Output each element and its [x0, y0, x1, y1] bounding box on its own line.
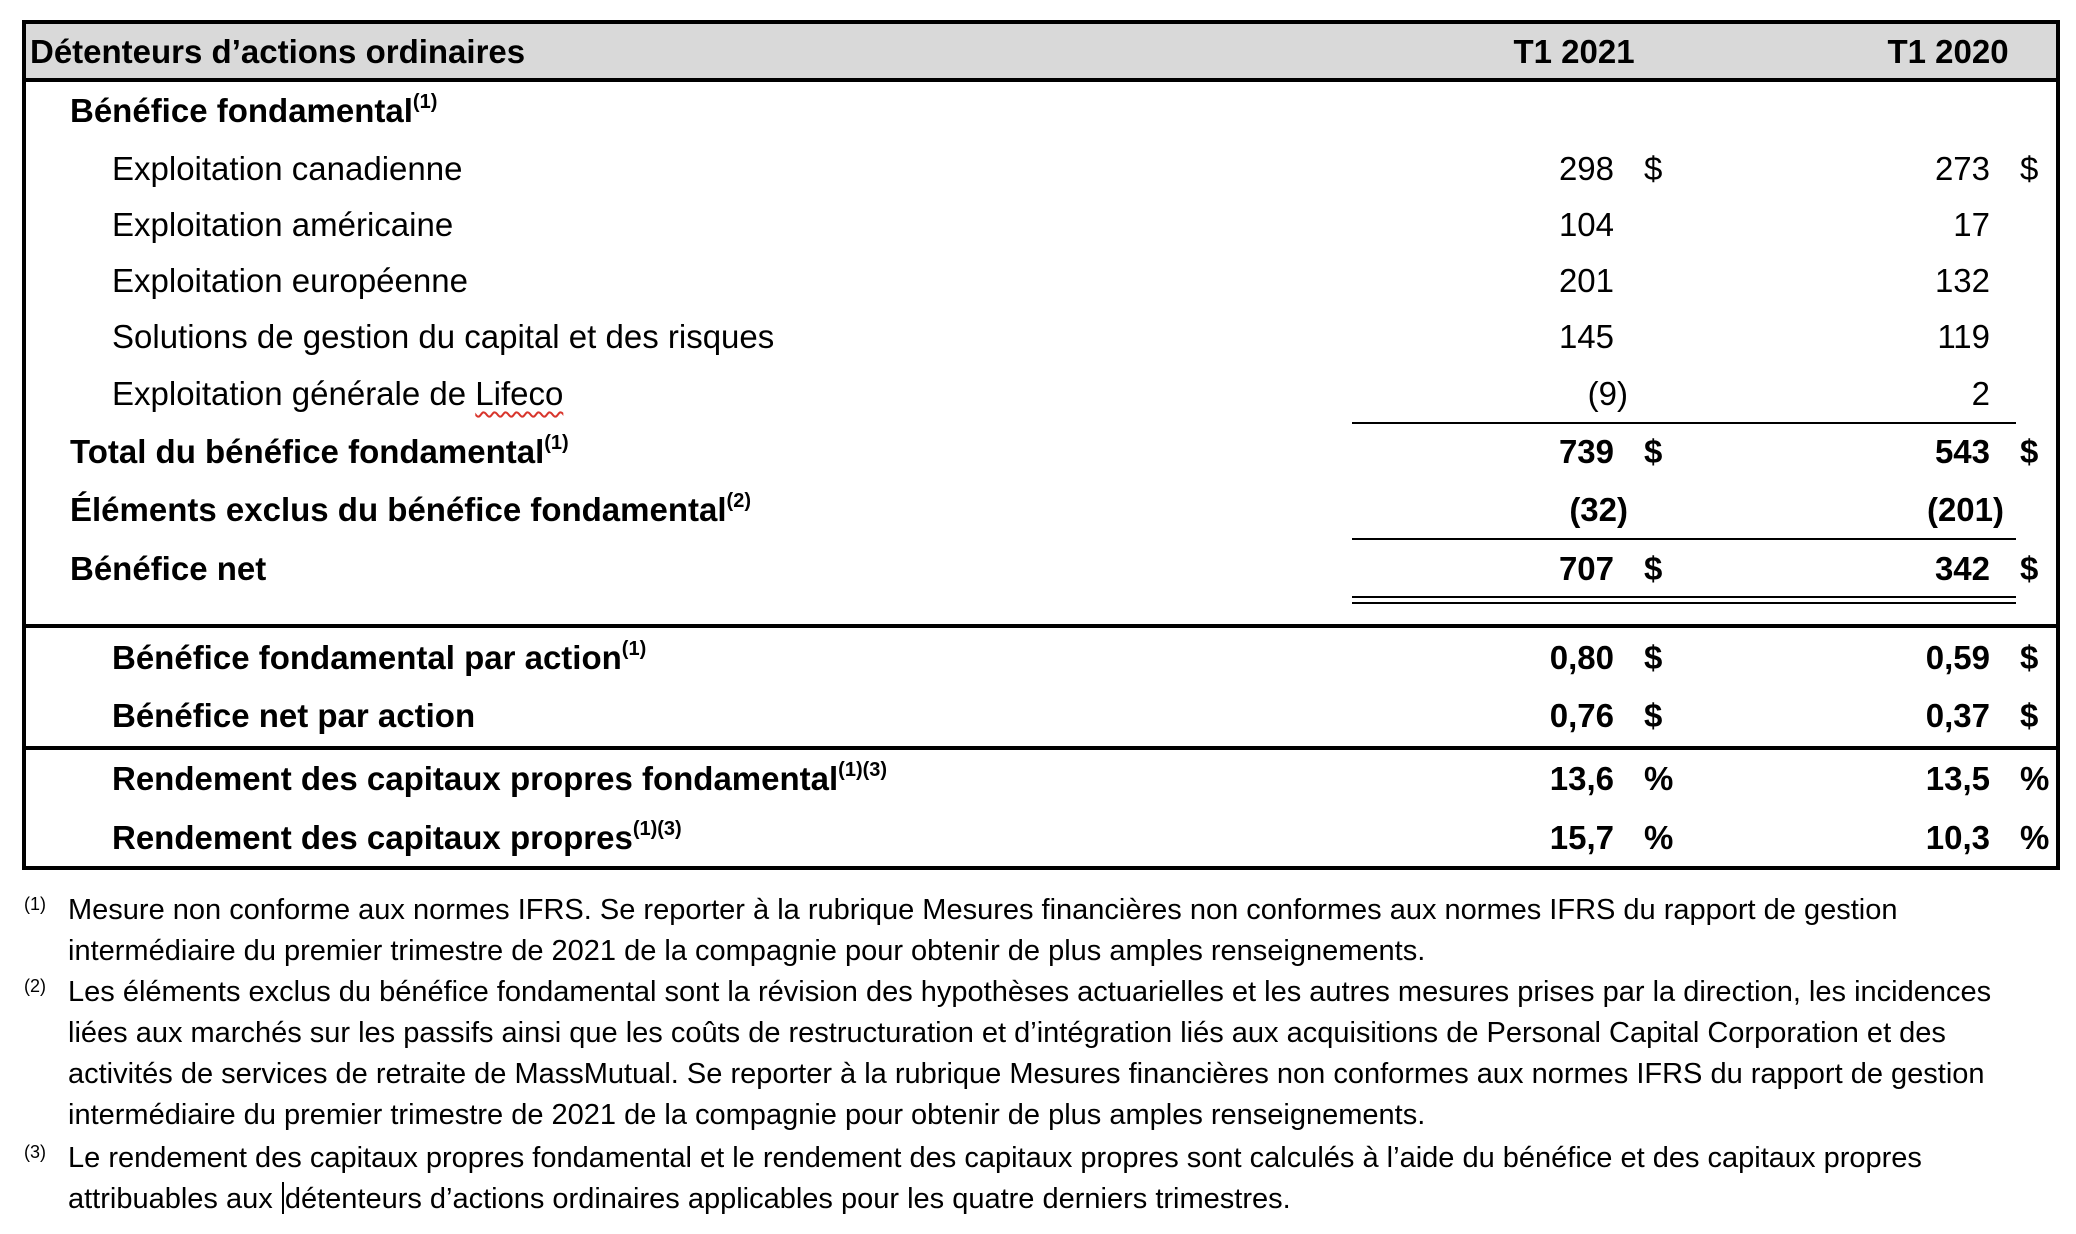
- section-divider: [24, 624, 2056, 628]
- row-label-us: Exploitation américaine: [112, 206, 454, 243]
- footnote-line: activités de services de retraite de MassMutual. Se reporter à la rubrique Mesures financières non conformes aux normes IFRS du rapport de gestion: [68, 1058, 1985, 1090]
- unit-t1-2021-net: $: [1644, 550, 1663, 587]
- row-label-corporate-prefix: Exploitation générale de: [112, 375, 476, 412]
- footnote-line-part: attribuables aux: [68, 1183, 281, 1215]
- header-divider: [24, 78, 2056, 82]
- value-t1-2021-excluded: (32): [1569, 491, 1628, 528]
- value-t1-2021-net-eps: 0,76: [1549, 697, 1614, 734]
- footnote-ref: (1): [412, 91, 438, 113]
- row-label-canada: Exploitation canadienne: [112, 150, 463, 187]
- core-earnings-heading-label: Bénéfice fondamental: [70, 92, 413, 129]
- footnote-2-text: [68, 972, 2064, 1136]
- value-t1-2021-total-core: 739: [1558, 433, 1614, 470]
- unit-t1-2021-core-roe: %: [1644, 760, 1674, 797]
- row-label-total-core-text: Total du bénéfice fondamental: [70, 433, 545, 470]
- footnote-line: intermédiaire du premier trimestre de 2021 de la compagnie pour obtenir de plus amples renseignements.: [68, 1099, 1426, 1131]
- footnote-ref: (1): [621, 638, 647, 660]
- unit-t1-2020-net-eps: $: [2020, 697, 2039, 734]
- footnote-3-text: [68, 1138, 2064, 1220]
- row-label-core-roe-text: Rendement des capitaux propres fondamental: [112, 760, 839, 797]
- spellcheck-word[interactable]: Lifeco: [475, 375, 564, 412]
- row-label-capital-risk: Solutions de gestion du capital et des risques: [112, 318, 775, 355]
- footnote-line: intermédiaire du premier trimestre de 2021 de la compagnie pour obtenir de plus amples renseignements.: [68, 935, 1426, 967]
- footnote-line-part: détenteurs d’actions ordinaires applicables pour les quatre derniers trimestres.: [284, 1183, 1291, 1215]
- text-cursor: [282, 1182, 284, 1214]
- value-t1-2020-total-core: 543: [1934, 433, 1990, 470]
- value-t1-2020-us: 17: [1953, 206, 1990, 243]
- row-label-core-eps-text: Bénéfice fondamental par action: [112, 639, 622, 676]
- row-label-core-roe: [112, 759, 887, 799]
- value-t1-2021-canada: 298: [1558, 150, 1614, 187]
- unit-t1-2020-roe: %: [2020, 819, 2050, 856]
- row-label-excluded-text: Éléments exclus du bénéfice fondamental: [70, 491, 727, 528]
- net-rule: [1352, 538, 2016, 540]
- row-label-core-eps: [112, 638, 646, 678]
- footnote-mark: (1): [24, 894, 46, 914]
- footnote-ref: (1)(3): [632, 818, 682, 840]
- section-divider: [24, 746, 2056, 750]
- footnote-mark: (2): [24, 976, 46, 996]
- footnote-1-text: [68, 890, 2064, 972]
- value-t1-2021-corporate: (9): [1587, 375, 1628, 412]
- value-t1-2020-europe: 132: [1934, 262, 1990, 299]
- row-label-excluded: [70, 490, 751, 530]
- value-t1-2020-core-eps: 0,59: [1925, 639, 1990, 676]
- row-label-total-core: [70, 432, 569, 472]
- value-t1-2021-roe: 15,7: [1549, 819, 1614, 856]
- unit-t1-2021-roe: %: [1644, 819, 1674, 856]
- unit-t1-2020-canada: $: [2020, 150, 2039, 187]
- double-rule-bottom: [1352, 602, 2016, 604]
- footnote-line: Les éléments exclus du bénéfice fondamental sont la révision des hypothèses actuarielles et les autres mesures prises par la direction, les incidences: [68, 976, 1992, 1008]
- row-label-corporate: [112, 374, 563, 414]
- row-label-roe: [112, 818, 682, 858]
- double-rule-top: [1352, 596, 2016, 598]
- footnote-2: [24, 972, 2064, 1136]
- value-t1-2021-capital-risk: 145: [1558, 318, 1614, 355]
- footnote-ref: (2): [726, 490, 751, 512]
- value-t1-2020-canada: 273: [1934, 150, 1990, 187]
- footnote-3: [24, 1138, 2064, 1220]
- footnote-line[interactable]: [68, 1179, 2064, 1220]
- footnote-ref: (1)(3): [838, 759, 888, 781]
- subtotal-rule: [1352, 422, 2016, 424]
- value-t1-2021-us: 104: [1558, 206, 1614, 243]
- footnote-line: Mesure non conforme aux normes IFRS. Se reporter à la rubrique Mesures financières non conformes aux normes IFRS du rapport de gestion: [68, 894, 1898, 926]
- footnote-ref: (1): [544, 432, 569, 454]
- value-t1-2020-core-roe: 13,5: [1925, 760, 1990, 797]
- value-t1-2021-net: 707: [1558, 550, 1614, 587]
- row-label-roe-text: Rendement des capitaux propres: [112, 819, 633, 856]
- unit-t1-2021-net-eps: $: [1644, 697, 1663, 734]
- unit-t1-2020-net: $: [2020, 550, 2039, 587]
- value-t1-2021-core-roe: 13,6: [1549, 760, 1614, 797]
- header-col-t1-2020: T1 2020: [1887, 33, 2009, 70]
- unit-t1-2021-core-eps: $: [1644, 639, 1663, 676]
- footnote-1: [24, 890, 2064, 972]
- header-title: Détenteurs d’actions ordinaires: [30, 33, 526, 70]
- unit-t1-2020-core-roe: %: [2020, 760, 2050, 797]
- row-label-europe: Exploitation européenne: [112, 262, 468, 299]
- footnote-line: liées aux marchés sur les passifs ainsi que les coûts de restructuration et d’intégration liés aux acquisitions de Personal Capital Corporation et des: [68, 1017, 1946, 1049]
- value-t1-2021-europe: 201: [1558, 262, 1614, 299]
- unit-t1-2021-total-core: $: [1644, 433, 1663, 470]
- value-t1-2020-excluded: (201): [1926, 491, 2004, 528]
- value-t1-2020-roe: 10,3: [1925, 819, 1990, 856]
- footnote-mark: (3): [24, 1142, 46, 1162]
- row-label-net-eps: Bénéfice net par action: [112, 697, 476, 734]
- footnote-line: Le rendement des capitaux propres fondamental et le rendement des capitaux propres sont calculés à l’aide du bénéfice et des capitaux propres: [68, 1142, 1922, 1174]
- value-t1-2020-capital-risk: 119: [1937, 318, 1990, 355]
- unit-t1-2020-core-eps: $: [2020, 639, 2039, 676]
- row-label-net: Bénéfice net: [70, 550, 267, 587]
- value-t1-2020-corporate: 2: [1971, 375, 1990, 412]
- value-t1-2020-net-eps: 0,37: [1925, 697, 1990, 734]
- unit-t1-2021-canada: $: [1644, 150, 1663, 187]
- unit-t1-2020-total-core: $: [2020, 433, 2039, 470]
- value-t1-2021-core-eps: 0,80: [1549, 639, 1614, 676]
- header-col-t1-2021: T1 2021: [1513, 33, 1635, 70]
- value-t1-2020-net: 342: [1934, 550, 1990, 587]
